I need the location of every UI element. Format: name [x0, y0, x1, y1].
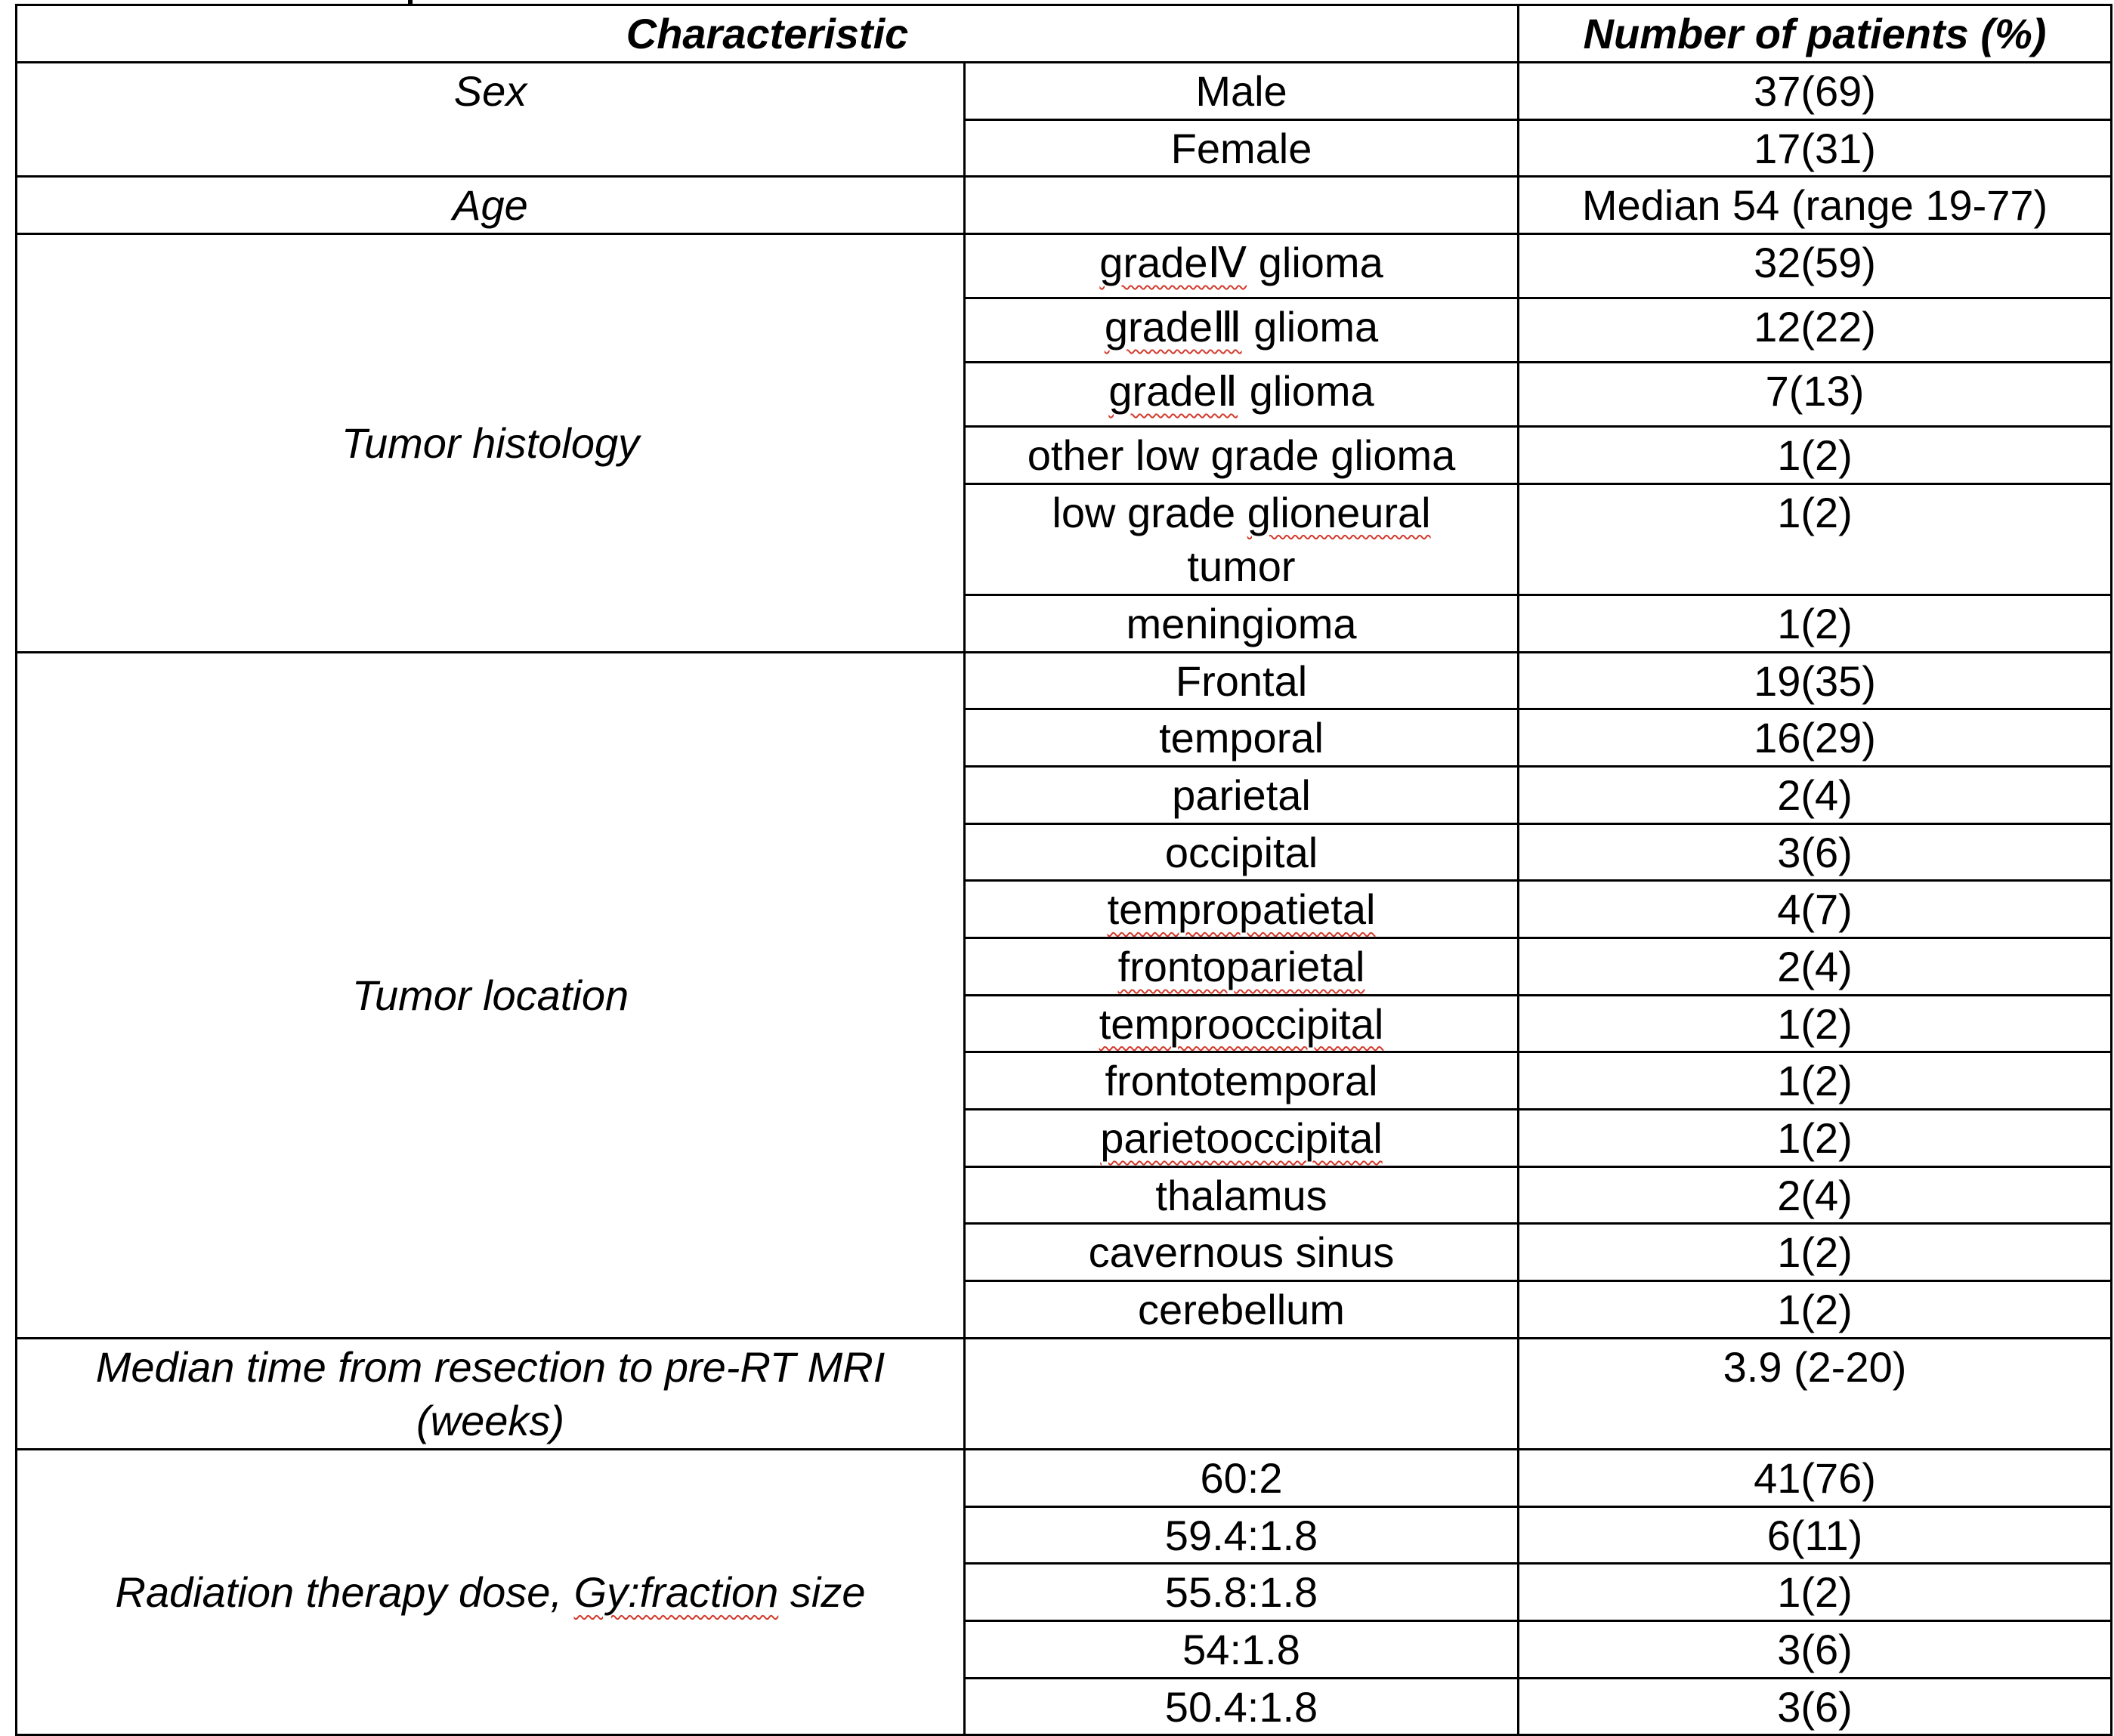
category-tumor-location: Tumor location: [17, 652, 965, 1338]
row-label: Female: [965, 119, 1519, 177]
row-value: 1(2): [1519, 1224, 2112, 1281]
row-label: [965, 298, 1519, 363]
table-row: [17, 1338, 2112, 1449]
row-label: other low grade glioma: [965, 427, 1519, 484]
row-value: 3.9 (2-20): [1519, 1338, 2112, 1449]
row-value: 32(59): [1519, 234, 2112, 298]
row-value: 12(22): [1519, 298, 2112, 363]
category-median-time: [17, 1338, 965, 1449]
label-suffix: glioma: [1238, 367, 1374, 415]
row-label: thalamus: [965, 1166, 1519, 1224]
table-row: [17, 1450, 2112, 1507]
row-label: Frontal: [965, 652, 1519, 709]
label-text: frontoparietal: [1117, 943, 1365, 991]
row-label: cavernous sinus: [965, 1224, 1519, 1281]
label-line2: tumor: [1187, 542, 1296, 591]
row-label: [965, 938, 1519, 996]
row-value: 2(4): [1519, 767, 2112, 824]
category-part-a: Radiation therapy dose,: [115, 1568, 574, 1617]
row-value: 1(2): [1519, 1052, 2112, 1110]
header-number-of-patients: Number of patients (%): [1519, 5, 2112, 63]
table-row: [17, 652, 2112, 709]
category-sex: Sex: [17, 63, 965, 177]
label-prefix: grade: [1099, 239, 1208, 287]
label-line1-b: glioneural: [1247, 488, 1431, 536]
row-value: 3(6): [1519, 1621, 2112, 1679]
row-label: [965, 1110, 1519, 1167]
row-label: parietal: [965, 767, 1519, 824]
row-label: frontotemporal: [965, 1052, 1519, 1110]
category-line1: Median time from resection to pre-RT MRI: [95, 1342, 885, 1391]
row-value: 1(2): [1519, 483, 2112, 595]
category-part-b: Gy:fraction: [573, 1568, 779, 1617]
row-value: 3(6): [1519, 823, 2112, 881]
table-row: [17, 234, 2112, 298]
row-value: 2(4): [1519, 1166, 2112, 1224]
row-value: 3(6): [1519, 1678, 2112, 1735]
row-label: meningioma: [965, 595, 1519, 653]
row-value: 16(29): [1519, 709, 2112, 767]
row-label: [965, 995, 1519, 1052]
header-characteristic: Characteristic: [17, 5, 1519, 63]
row-value: 1(2): [1519, 595, 2112, 653]
row-label: Male: [965, 63, 1519, 120]
row-label: [965, 177, 1519, 234]
label-text: parietooccipital: [1100, 1114, 1383, 1163]
row-value: 41(76): [1519, 1450, 2112, 1507]
row-label: 54:1.8: [965, 1621, 1519, 1679]
row-label: 50.4:1.8: [965, 1678, 1519, 1735]
category-tumor-histology: Tumor histology: [17, 234, 965, 653]
label-suffix: glioma: [1247, 239, 1383, 287]
label-suffix: glioma: [1241, 303, 1379, 351]
category-line2: (weeks): [416, 1397, 565, 1445]
row-value: 1(2): [1519, 1110, 2112, 1167]
row-value: 6(11): [1519, 1506, 2112, 1564]
row-value: 2(4): [1519, 938, 2112, 996]
row-value: 1(2): [1519, 995, 2112, 1052]
row-value: Median 54 (range 19-77): [1519, 177, 2112, 234]
row-label: [965, 363, 1519, 427]
roman-numeral: Ⅲ: [1213, 303, 1242, 351]
row-value: 1(2): [1519, 1281, 2112, 1339]
row-label: cerebellum: [965, 1281, 1519, 1339]
row-value: 37(69): [1519, 63, 2112, 120]
row-value: 1(2): [1519, 1564, 2112, 1621]
row-value: 4(7): [1519, 881, 2112, 938]
category-radiation-dose: [17, 1450, 965, 1735]
category-age: Age: [17, 177, 965, 234]
row-value: 19(35): [1519, 652, 2112, 709]
row-value: 7(13): [1519, 363, 2112, 427]
category-part-c: size: [778, 1568, 866, 1617]
label-prefix: grade: [1104, 303, 1213, 351]
row-label: [965, 1338, 1519, 1449]
row-label: 60:2: [965, 1450, 1519, 1507]
row-label: temporal: [965, 709, 1519, 767]
row-label: occipital: [965, 823, 1519, 881]
patient-characteristics-table: [15, 4, 2112, 1736]
label-text: temprooccipital: [1099, 999, 1384, 1048]
label-line1-a: low grade: [1052, 488, 1247, 536]
row-label: [965, 483, 1519, 595]
header-row: [17, 5, 2112, 63]
roman-numeral: Ⅱ: [1216, 367, 1238, 415]
roman-numeral: Ⅳ: [1207, 239, 1247, 287]
row-value: 1(2): [1519, 427, 2112, 484]
row-label: [965, 881, 1519, 938]
row-label: 55.8:1.8: [965, 1564, 1519, 1621]
row-label: 59.4:1.8: [965, 1506, 1519, 1564]
row-label: [965, 234, 1519, 298]
label-prefix: grade: [1108, 367, 1217, 415]
table-row: [17, 177, 2112, 234]
row-value: 17(31): [1519, 119, 2112, 177]
table-row: [17, 63, 2112, 120]
label-text: tempropatietal: [1107, 885, 1376, 934]
